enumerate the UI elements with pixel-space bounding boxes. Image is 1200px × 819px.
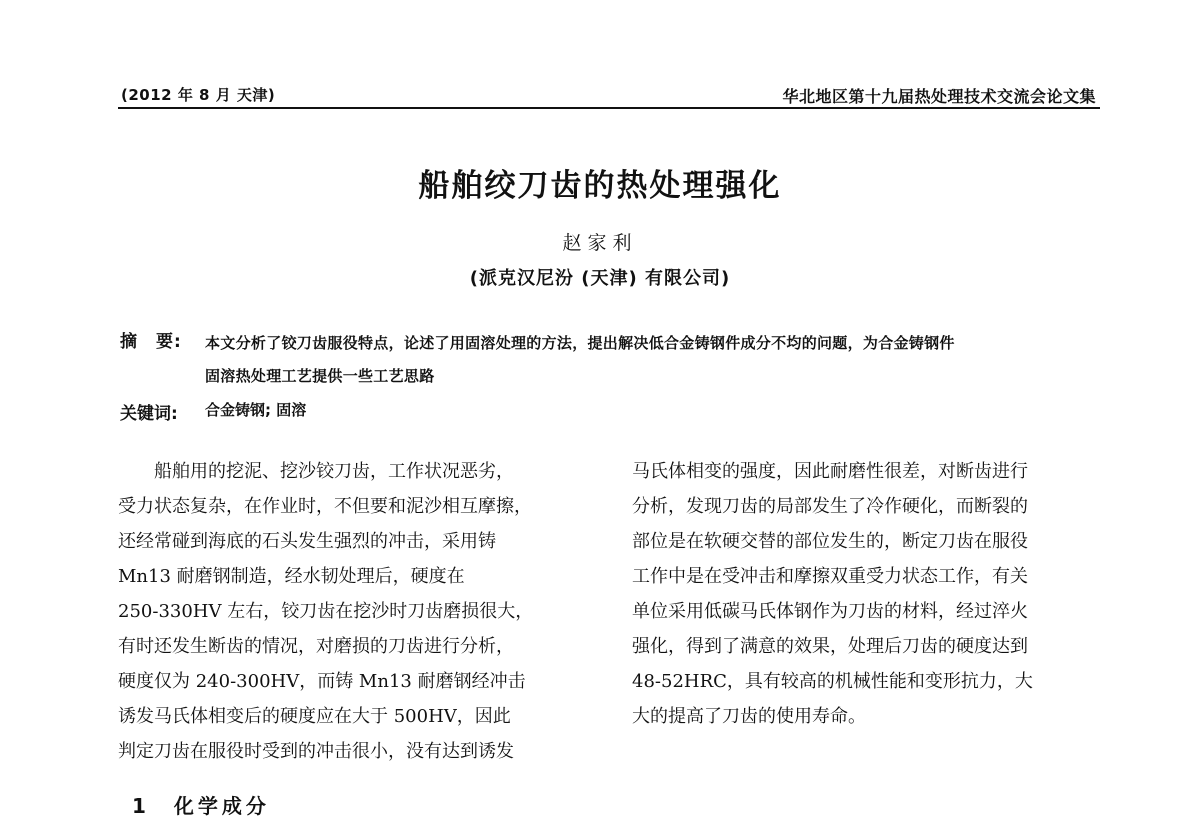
body-column-right	[632, 454, 1098, 734]
keywords-text: 合金铸钢; 固溶	[205, 401, 307, 419]
body-line: 部位是在软硬交替的部位发生的，断定刀齿在服役	[632, 531, 1028, 552]
header-divider	[118, 107, 1100, 109]
body-line: 250-330HV 左右，铰刀齿在挖沙时刀齿磨损很大，	[118, 601, 534, 622]
paper-title: 船舶绞刀齿的热处理强化	[418, 168, 782, 204]
body-line: 硬度仅为 240-300HV，而铸 Mn13 耐磨钢经冲击	[118, 671, 526, 692]
body-line: 马氏体相变的强度，因此耐磨性很差，对断齿进行	[632, 461, 1028, 482]
body-line: 工作中是在受冲击和摩擦双重受力状态工作，有关	[632, 566, 1028, 587]
abstract-line: 固溶热处理工艺提供一些工艺思路	[205, 367, 435, 385]
body-line: 受力状态复杂，在作业时，不但要和泥沙相互摩擦，	[118, 496, 532, 517]
body-line: 48-52HRC，具有较高的机械性能和变形抗力，大	[632, 671, 1033, 692]
body-line: 判定刀齿在服役时受到的冲击很小，没有达到诱发	[118, 741, 514, 762]
abstract-line: 本文分析了铰刀齿服役特点，论述了用固溶处理的方法，提出解决低合金铸钢件成分不均的问题，为合金铸钢件	[205, 334, 955, 352]
section-heading: 1 化学成分	[132, 794, 270, 818]
body-line: 强化，得到了满意的效果，处理后刀齿的硬度达到	[632, 636, 1028, 657]
running-header-date-location: (2012 年 8 月 天津)	[121, 86, 276, 104]
body-line: 单位采用低碳马氏体钢作为刀齿的材料，经过淬火	[632, 601, 1028, 622]
author-name: 赵家利	[562, 232, 638, 254]
abstract-label: 摘 要:	[120, 332, 182, 352]
body-line: 分析，发现刀齿的局部发生了冷作硬化，而断裂的	[632, 496, 1028, 517]
body-line: 诱发马氏体相变后的硬度应在大于 500HV，因此	[118, 706, 511, 727]
body-column-left	[118, 454, 590, 769]
body-line: 还经常碰到海底的石头发生强烈的冲击，采用铸	[118, 531, 496, 552]
keywords-label: 关键词:	[120, 404, 178, 424]
body-line: 有时还发生断齿的情况，对磨损的刀齿进行分析，	[118, 636, 514, 657]
author-affiliation: (派克汉尼汾 (天津) 有限公司)	[469, 268, 731, 289]
abstract-text	[205, 327, 955, 393]
body-line: Mn13 耐磨钢制造，经水韧处理后，硬度在	[118, 566, 465, 587]
body-line: 船舶用的挖泥、挖沙铰刀齿，工作状况恶劣，	[118, 461, 514, 482]
running-header-proceedings-title: 华北地区第十九届热处理技术交流会论文集	[782, 87, 1096, 106]
body-line: 大的提高了刀齿的使用寿命。	[632, 706, 866, 727]
